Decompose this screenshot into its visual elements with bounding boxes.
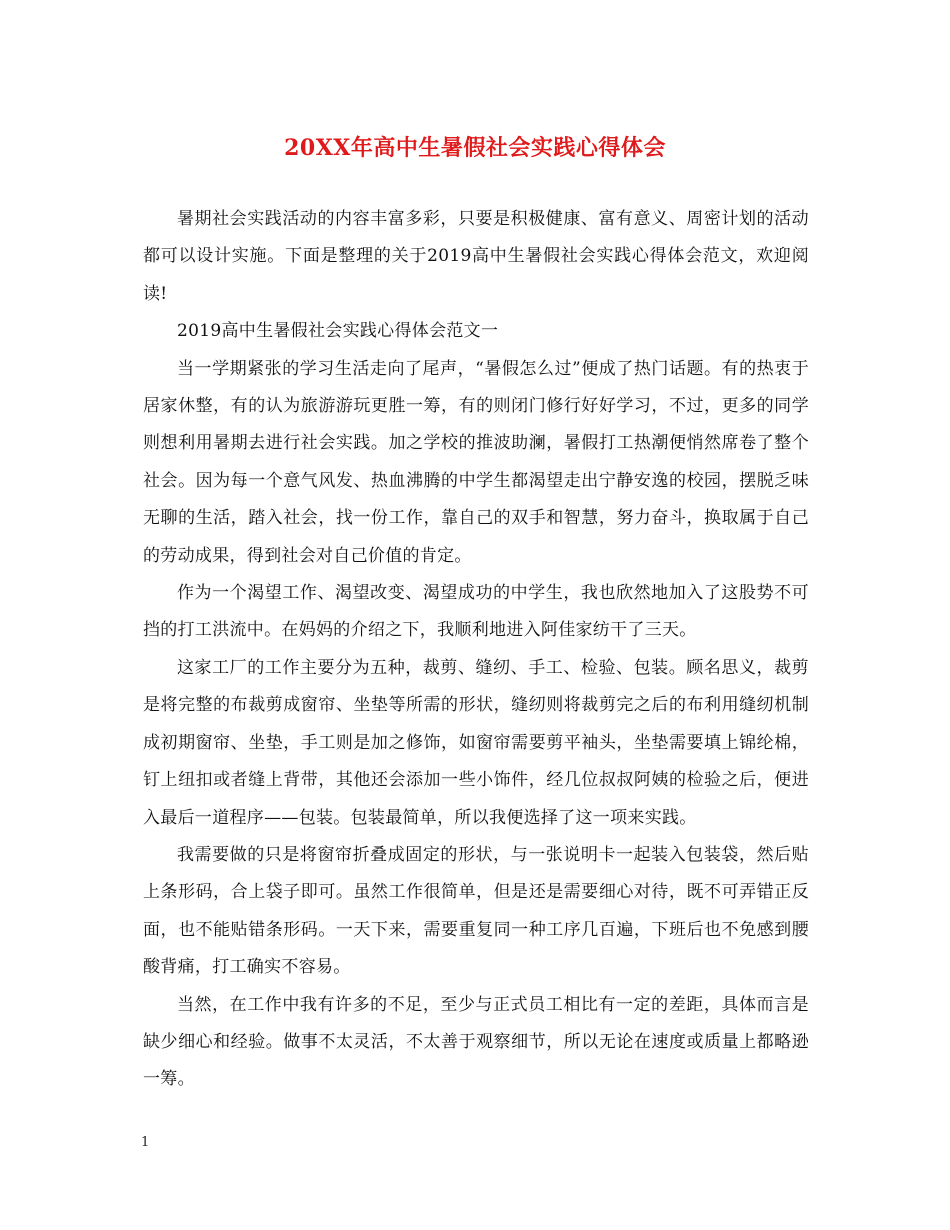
- document-body: [143, 201, 809, 1099]
- paragraph-1: 当一学期紧张的学习生活走向了尾声，“暑假怎么过”便成了热门话题。有的热衷于居家休整，有的认为旅游游玩更胜一筹，有的则闭门修行好好学习，不过，更多的同学则想利用暑期去进行社会实践。加之学校的推波助澜，暑假打工热潮便悄然席卷了整个社会。因为每一个意气风发、热血沸腾的中学生都渴望走出宁静安逸的校园，摆脱乏味无聊的生活，踏入社会，找一份工作，靠自己的双手和智慧，努力奋斗，换取属于自己的劳动成果，得到社会对自己价值的肯定。: [143, 358, 809, 566]
- paragraph-4: 我需要做的只是将窗帘折叠成固定的形状，与一张说明卡一起装入包装袋，然后贴上条形码，合上袋子即可。虽然工作很简单，但是还是需要细心对待，既不可弄错正反面，也不能贴错条形码。一天下来，需要重复同一种工序几百遍，下班后也不免感到腰酸背痛，打工确实不容易。: [143, 844, 809, 978]
- paragraph-intro: 暑期社会实践活动的内容丰富多彩，只要是积极健康、富有意义、周密计划的活动都可以设计实施。下面是整理的关于2019高中生暑假社会实践心得体会范文，欢迎阅读!: [143, 209, 809, 304]
- page-number: 1: [141, 1135, 150, 1150]
- paragraph-2: 作为一个渴望工作、渴望改变、渴望成功的中学生，我也欣然地加入了这股势不可挡的打工洪流中。在妈妈的介绍之下，我顺利地进入阿佳家纺干了三天。: [143, 583, 809, 641]
- paragraph-subheading: 2019高中生暑假社会实践心得体会范文一: [177, 321, 499, 342]
- paragraph-5: 当然，在工作中我有许多的不足，至少与正式员工相比有一定的差距，具体而言是缺少细心和经验。做事不太灵活，不太善于观察细节，所以无论在速度或质量上都略逊一筹。: [143, 994, 809, 1090]
- paragraph-3: 这家工厂的工作主要分为五种，裁剪、缝纫、手工、检验、包装。顾名思义，裁剪是将完整的布裁剪成窗帘、坐垫等所需的形状，缝纫则将裁剪完之后的布利用缝纫机制成初期窗帘、坐垫，手工则是加之修饰，如窗帘需要剪平袖头，坐垫需要填上锦纶棉，钉上纽扣或者缝上背带，其他还会添加一些小饰件，经几位叔叔阿姨的检验之后，便进入最后一道程序——包装。包装最简单，所以我便选择了这一项来实践。: [143, 657, 809, 828]
- document-title: 20XX年高中生暑假社会实践心得体会: [284, 135, 666, 161]
